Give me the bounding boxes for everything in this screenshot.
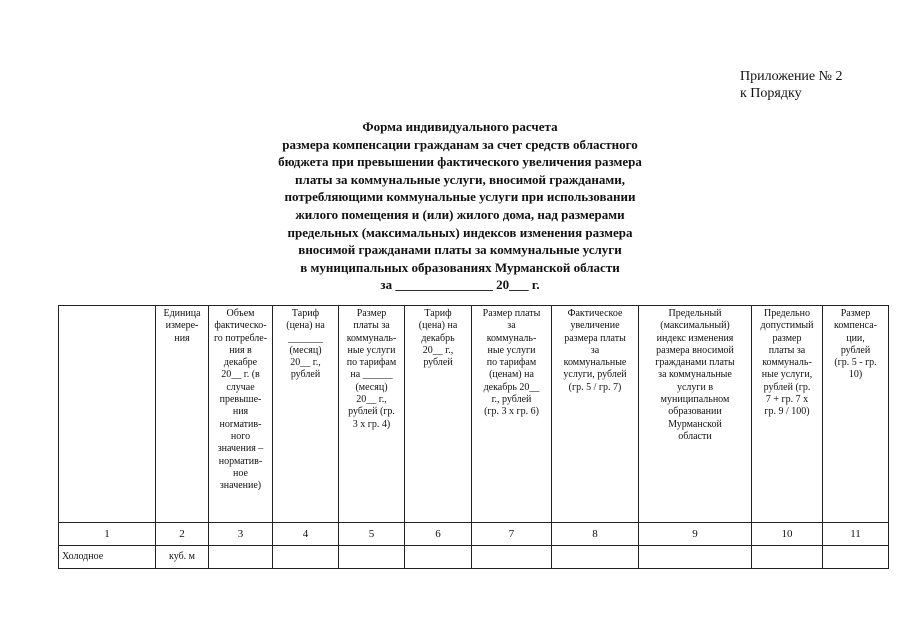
- appendix-procedure: к Порядку: [740, 86, 802, 101]
- header-cell-actual-increase: Фактическое увеличение размера платы за коммунальные услуги, рублей (гр. 5 / гр. 7): [552, 306, 639, 523]
- column-number: 6: [405, 523, 472, 546]
- column-number: 10: [752, 523, 823, 546]
- title-line: жилого помещения и (или) жилого дома, над размерами: [295, 206, 625, 222]
- title-line: потребляющими коммунальные услуги при использовании: [284, 189, 636, 205]
- title-line: предельных (максимальных) индексов изменения размера: [287, 224, 633, 240]
- compensation-table: [58, 305, 889, 569]
- header-cell-tariff-december: Тариф (цена) на декабрь 20__ г., рублей: [405, 306, 472, 523]
- service-name-cell: Холодное: [59, 546, 156, 569]
- header-cell-payment-december: Размер платы за коммуналь- ные услуги по тарифам (ценам) на декабрь 20__ г., рублей (гр. 3 х гр. 6): [472, 306, 552, 523]
- table-header-row: [59, 306, 889, 523]
- title-line: вносимой гражданами платы за коммунальные услуги: [298, 242, 622, 258]
- header-cell-unit: Единица измере- ния: [156, 306, 209, 523]
- header-cell-max-index: Предельный (максимальный) индекс изменения размера вносимой гражданами платы за коммунальные услуги в муниципальном образовании Мурманской области: [639, 306, 752, 523]
- title-line: платы за коммунальные услуги, вносимой гражданами,: [295, 171, 625, 187]
- empty-cell: [472, 546, 552, 569]
- header-cell-payment-month: Размер платы за коммуналь- ные услуги по тарифам на ______ (месяц) 20__ г., рублей (гр. 3 х гр. 4): [339, 306, 405, 523]
- table-row: [59, 546, 889, 569]
- empty-cell: [823, 546, 889, 569]
- column-number: 5: [339, 523, 405, 546]
- header-cell-tariff-month: Тариф (цена) на _______ (месяц) 20__ г., рублей: [273, 306, 339, 523]
- title-line: бюджета при превышении фактического увеличения размера: [278, 154, 642, 170]
- header-cell-compensation: Размер компенса- ции, рублей (гр. 5 - гр. 10): [823, 306, 889, 523]
- column-number: 1: [59, 523, 156, 546]
- empty-cell: [273, 546, 339, 569]
- form-title: [225, 118, 695, 294]
- column-number: 2: [156, 523, 209, 546]
- header-cell-max-payment: Предельно допустимый размер платы за коммуналь- ные услуги, рублей (гр. 7 + гр. 7 х гр. 9 / 100): [752, 306, 823, 523]
- empty-cell: [552, 546, 639, 569]
- title-line: размера компенсации гражданам за счет средств областного: [282, 136, 638, 152]
- column-number: 7: [472, 523, 552, 546]
- title-period: за _______________ 20___ г.: [380, 277, 540, 293]
- appendix-reference: [740, 68, 843, 102]
- empty-cell: [752, 546, 823, 569]
- empty-cell: [405, 546, 472, 569]
- column-number: 11: [823, 523, 889, 546]
- column-number: 8: [552, 523, 639, 546]
- header-cell-1: [59, 306, 156, 523]
- unit-cell: куб. м: [156, 546, 209, 569]
- empty-cell: [339, 546, 405, 569]
- title-line: Форма индивидуального расчета: [362, 119, 558, 134]
- column-number-row: [59, 523, 889, 546]
- column-number: 3: [209, 523, 273, 546]
- empty-cell: [639, 546, 752, 569]
- column-number: 9: [639, 523, 752, 546]
- appendix-number: Приложение № 2: [740, 69, 843, 84]
- empty-cell: [209, 546, 273, 569]
- column-number: 4: [273, 523, 339, 546]
- title-line: в муниципальных образованиях Мурманской области: [300, 259, 620, 275]
- header-cell-volume: Объем фактическо- го потребле- ния в декабре 20__ г. (в случае превыше- ния ноrматив- ного значения – норматив- ное значение): [209, 306, 273, 523]
